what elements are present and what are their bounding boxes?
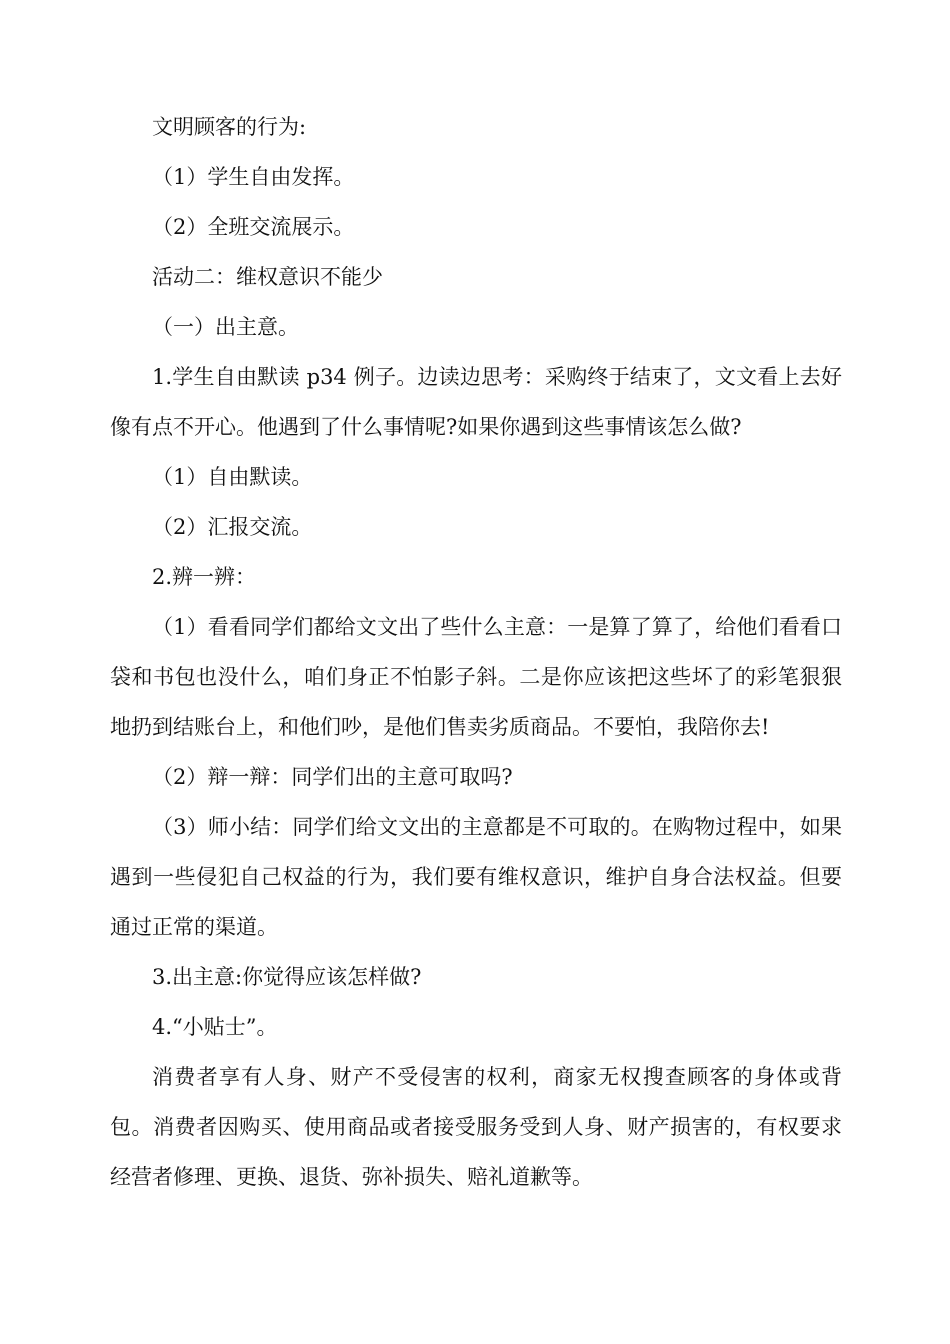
paragraph-item-2-discern: 2.辨一辨： [152, 565, 257, 589]
document-body [110, 102, 842, 1202]
paragraph-step-free-expression: （1）学生自由发挥。 [152, 165, 355, 189]
paragraph-step-debate: （2）辩一辩：同学们出的主意可取吗? [152, 765, 513, 789]
paragraph-civilized-customer-heading: 文明顾客的行为: [152, 115, 307, 139]
paragraph-step-look-at-ideas: （1）看看同学们都给文文出了些什么主意：一是算了算了，给他们看看口袋和书包也没什么，咱们身正不怕影子斜。二是你应该把这些坏了的彩笔狠狠地扔到结账台上，和他们吵，是他们售卖劣质商品。不要怕，我陪你去! [110, 615, 842, 739]
paragraph-section-give-ideas: （一）出主意。 [152, 315, 299, 339]
paragraph-item-4-tips: 4.“小贴士”。 [152, 1015, 278, 1039]
paragraph-step-silent-reading: （1）自由默读。 [152, 465, 313, 489]
paragraph-consumer-rights: 消费者享有人身、财产不受侵害的权利，商家无权搜查顾客的身体或背包。消费者因购买、使用商品或者接受服务受到人身、财产损害的，有权要求经营者修理、更换、退货、弥补损失、赔礼道歉等。 [110, 1065, 842, 1189]
paragraph-item-3-what-to-do: 3.出主意:你觉得应该怎样做? [152, 965, 422, 989]
paragraph-step-class-exchange: （2）全班交流展示。 [152, 215, 355, 239]
paragraph-activity-two-heading: 活动二：维权意识不能少 [152, 265, 383, 289]
paragraph-step-teacher-summary: （3）师小结：同学们给文文出的主意都是不可取的。在购物过程中，如果遇到一些侵犯自己权益的行为，我们要有维权意识，维护自身合法权益。但要通过正常的渠道。 [110, 815, 842, 939]
paragraph-item-1-read-example: 1.学生自由默读 p34 例子。边读边思考：采购终于结束了，文文看上去好像有点不开心。他遇到了什么事情呢?如果你遇到这些事情该怎么做? [110, 365, 842, 439]
paragraph-step-report: （2）汇报交流。 [152, 515, 313, 539]
